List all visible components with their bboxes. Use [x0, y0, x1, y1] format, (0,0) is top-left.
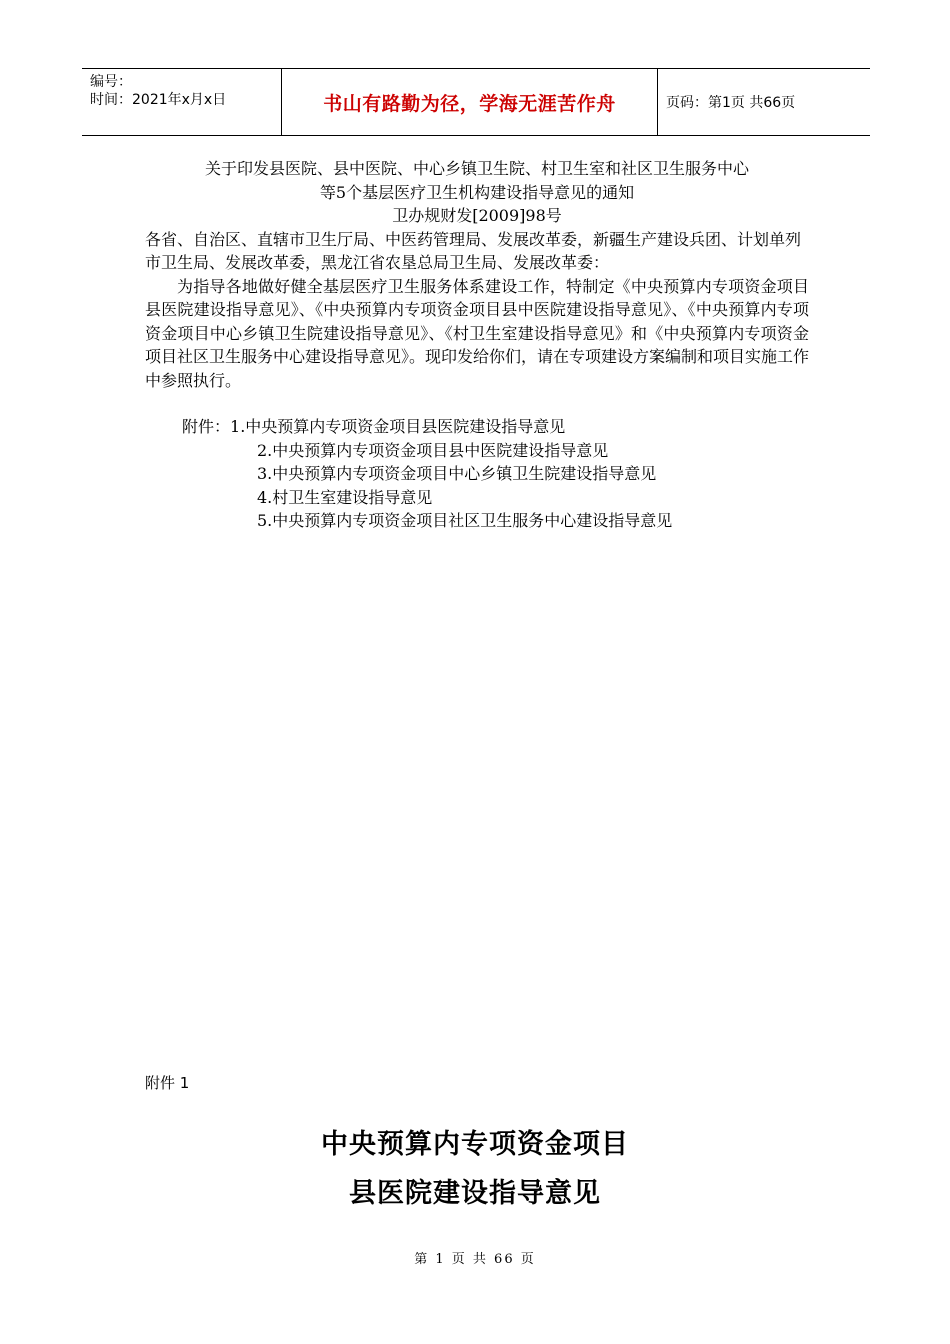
notice-title-line-2: 等5个基层医疗卫生机构建设指导意见的通知 [319, 182, 635, 202]
notice-recipients: 各省、自治区、直辖市卫生厅局、中医药管理局、发展改革委，新疆生产建设兵团、计划单列市卫生局、发展改革委，黑龙江省农垦总局卫生局、发展改革委： [145, 229, 802, 272]
attachment-list [145, 415, 809, 533]
notice-title-line-1: 关于印发县医院、县中医院、中心乡镇卫生院、村卫生室和社区卫生服务中心 [204, 159, 749, 178]
attachment-item [145, 415, 809, 439]
page-footer: 第 1 页 共 66 页 [414, 1252, 536, 1267]
header-page-info: 页码：第1页 共66页 [666, 95, 796, 111]
header-page-info-cell [658, 69, 870, 135]
header-motto: 书山有路勤为径，学海无涯苦作舟 [323, 92, 616, 115]
appendix-title-line-2: 县医院建设指导意见 [349, 1178, 601, 1209]
header-meta [82, 69, 282, 135]
notice-doc-number: 卫办规财发[2009]98号 [392, 206, 562, 225]
attachments-label: 附件： [182, 417, 231, 436]
attachment-item: 4.村卫生室建设指导意见 [257, 487, 433, 507]
page-header [82, 68, 870, 136]
notice-paragraph: 为指导各地做好健全基层医疗卫生服务体系建设工作，特制定《中央预算内专项资金项目县医院建设指导意见》、《中央预算内专项资金项目县中医院建设指导意见》、《中央预算内专项资金项目中心乡镇卫生院建设指导意见》、《村卫生室建设指导意见》和《中央预算内专项资金项目社区卫生服务中心建设指导意见》。现印发给你们，请在专项建设方案编制和项目实施工作中参照执行。 [145, 276, 810, 390]
attachment-item: 3.中央预算内专项资金项目中心乡镇卫生院建设指导意见 [257, 464, 657, 483]
header-motto-cell [282, 69, 658, 135]
notice-body [145, 157, 809, 533]
attachment-item: 2.中央预算内专项资金项目县中医院建设指导意见 [257, 440, 609, 460]
document-time-label: 时间：2021年x月x日 [90, 92, 227, 108]
appendix-label: 附件 1 [145, 1074, 190, 1092]
attachment-item: 5.中央预算内专项资金项目社区卫生服务中心建设指导意见 [257, 511, 673, 530]
attachment-text: 1.中央预算内专项资金项目县医院建设指导意见 [230, 417, 566, 436]
document-number-label: 编号： [90, 74, 132, 90]
appendix-title-line-1: 中央预算内专项资金项目 [321, 1129, 629, 1160]
